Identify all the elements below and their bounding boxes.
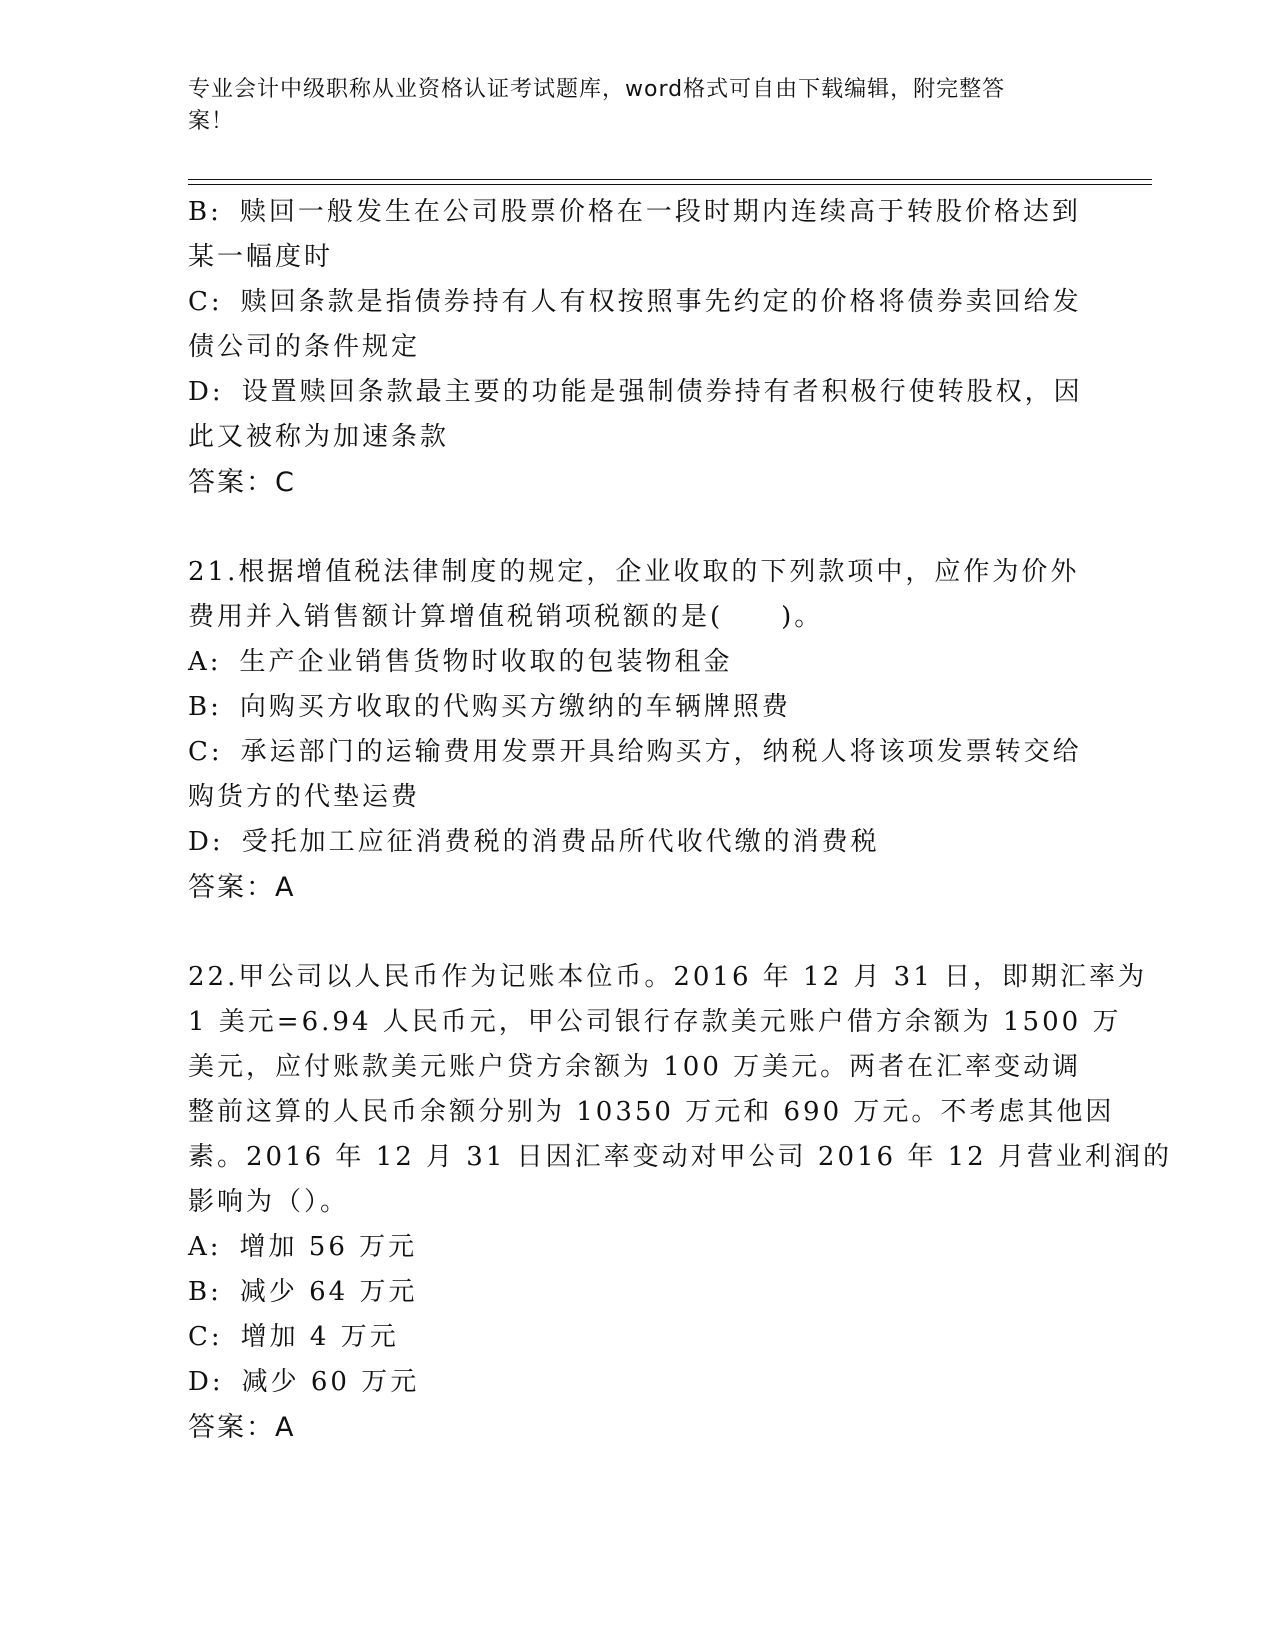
question-stem: 费用并入销售额计算增值税销项税额的是( )。 <box>188 602 824 632</box>
option-text: 承运部门的运输费用发票开具给购买方，纳税人将该项发票转交给 <box>240 737 1082 767</box>
question-stem: 22.甲公司以人民币作为记账本位币。2016 年 12 月 31 日，即期汇率为 <box>188 962 1148 992</box>
option-label: D: <box>188 1367 224 1397</box>
question-prev <box>188 190 1083 505</box>
question-stem: 影响为（）。 <box>188 1187 350 1217</box>
option-c <box>188 280 1082 370</box>
option-text: 减少 64 万元 <box>239 1277 418 1307</box>
option-text: 增加 56 万元 <box>239 1232 418 1262</box>
option-label: A: <box>188 1232 222 1262</box>
option-text: 受托加工应征消费税的消费品所代收代缴的消费税 <box>241 827 880 857</box>
option-label: C: <box>188 287 223 317</box>
page-header <box>188 74 1068 138</box>
option-text: 购货方的代垫运费 <box>188 782 421 812</box>
option-d <box>188 370 1083 460</box>
header-line: 专业会计中级职称从业资格认证考试题库，word格式可自由下载编辑，附完整答 <box>188 77 1006 102</box>
option-b <box>188 190 1081 280</box>
question-stem: 素。2016 年 12 月 31 日因汇率变动对甲公司 2016 年 12 月营业利润的 <box>188 1142 1172 1172</box>
option-label: D: <box>188 377 224 407</box>
option-label: B: <box>188 692 222 722</box>
option-text: 赎回条款是指债券持有人有权按照事先约定的价格将债券卖回给发 <box>240 287 1082 317</box>
document-body <box>188 190 1172 1450</box>
question-stem: 美元，应付账款美元账户贷方余额为 100 万美元。两者在汇率变动调 <box>188 1052 1082 1082</box>
option-label: C: <box>188 1322 223 1352</box>
option-text: 此又被称为加速条款 <box>188 422 450 452</box>
question-stem: 1 美元=6.94 人民币元，甲公司银行存款美元账户借方余额为 1500 万 <box>188 1007 1122 1037</box>
option-label: C: <box>188 737 223 767</box>
option-text: 某一幅度时 <box>188 242 334 272</box>
option-label: B: <box>188 197 222 227</box>
question-stem: 21.根据增值税法律制度的规定，企业收取的下列款项中，应作为价外 <box>188 557 1080 587</box>
option-label: D: <box>188 827 224 857</box>
header-rule <box>188 179 1152 180</box>
option-text: 设置赎回条款最主要的功能是强制债券持有者积极行使转股权，因 <box>241 377 1083 407</box>
spacer <box>188 910 1078 955</box>
question-21 <box>188 550 1082 910</box>
option-label: A: <box>188 647 222 677</box>
answer: 答案：A <box>188 1412 296 1443</box>
option-text: 减少 60 万元 <box>241 1367 420 1397</box>
spacer <box>188 505 1078 550</box>
answer: 答案：A <box>188 872 296 903</box>
option-text: 赎回一般发生在公司股票价格在一段时期内连续高于转股价格达到 <box>239 197 1081 227</box>
header-rule <box>188 184 1152 185</box>
header-line: 案！ <box>188 109 235 134</box>
question-stem: 整前这算的人民币余额分别为 10350 万元和 690 万元。不考虑其他因 <box>188 1097 1115 1127</box>
option-text: 债公司的条件规定 <box>188 332 421 362</box>
answer: 答案：C <box>188 467 296 498</box>
option-text: 增加 4 万元 <box>240 1322 399 1352</box>
option-label: B: <box>188 1277 222 1307</box>
option-text: 向购买方收取的代购买方缴纳的车辆牌照费 <box>239 692 791 722</box>
question-22 <box>188 955 1172 1450</box>
option-text: 生产企业销售货物时收取的包装物租金 <box>239 647 733 677</box>
